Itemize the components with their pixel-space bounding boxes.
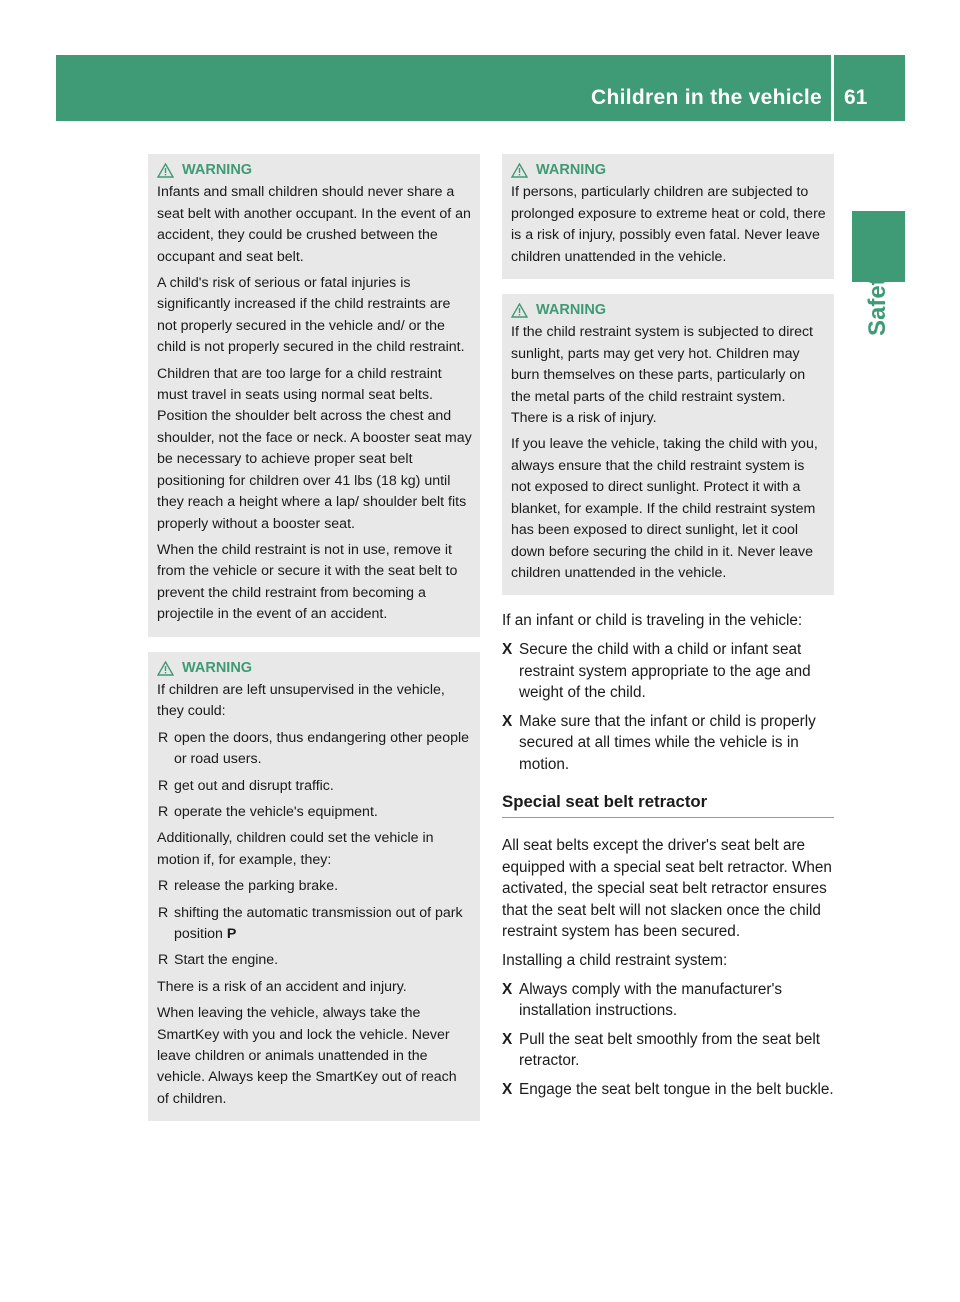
warning-paragraph: Additionally, children could set the vehicle in motion if, for example, they: — [157, 830, 434, 868]
warning-box-sunlight — [502, 294, 834, 595]
step-marker: X — [502, 980, 513, 998]
page-title: Children in the vehicle — [591, 86, 822, 109]
body-paragraph: If an infant or child is traveling in the vehicle: — [502, 612, 803, 630]
step-text: Secure the child with a child or infant seat restraint system appropriate to the age and weight of the child. — [519, 640, 811, 702]
instruction-step — [502, 1029, 834, 1072]
instruction-step — [502, 979, 834, 1022]
step-marker: X — [502, 1030, 513, 1048]
bullet-marker: R — [158, 952, 169, 969]
list-item — [157, 728, 472, 771]
bullet-marker: R — [158, 803, 169, 820]
warning-paragraph: If children are left unsupervised in the vehicle, they could: — [157, 681, 445, 720]
warning-label: WARNING — [536, 162, 607, 178]
warning-heading — [157, 658, 472, 679]
list-item — [157, 903, 472, 946]
step-text: Pull the seat belt smoothly from the seat belt retractor. — [519, 1030, 820, 1070]
warning-paragraph: When the child restraint is not in use, remove it from the vehicle or secure it with the seat belt to prevent the child restraint from becoming a projectile in the event of an accident. — [157, 541, 458, 623]
list-item-text — [174, 903, 472, 946]
body-paragraph: All seat belts except the driver's seat belt are equipped with a special seat belt retractor. When activated, the special seat belt retractor ensures that the seat belt will not slacken once the child restraint system has been secured. — [502, 837, 832, 941]
warning-paragraph: When leaving the vehicle, always take the SmartKey with you and lock the vehicle. Never leave children or animals unattended in the vehicle. Always keep the SmartKey out of reach of children. — [157, 1005, 457, 1107]
list-item-text-main: shifting the automatic transmission out of park position — [174, 904, 463, 942]
warning-label: WARNING — [182, 162, 253, 178]
list-item — [157, 776, 472, 797]
warning-box-unsupervised — [148, 652, 480, 1122]
step-text: Make sure that the infant or child is properly secured at all times while the vehicle is in motion. — [519, 712, 816, 773]
instruction-step — [502, 639, 834, 704]
list-item-text: operate the vehicle's equipment. — [174, 803, 378, 820]
warning-paragraph: If you leave the vehicle, taking the child with you, always ensure that the child restraint system is not exposed to direct sunlight. Protect it with a blanket, for example. If the child restraint system has been exposed to direct sunlight, let it cool down before securing the child in it. Never leave children unattended in the vehicle. — [511, 436, 818, 581]
list-item-text: Start the engine. — [174, 952, 279, 969]
bullet-marker: R — [158, 904, 169, 921]
step-marker: X — [502, 1081, 513, 1098]
park-position-symbol: P — [226, 926, 237, 942]
list-item-text: release the parking brake. — [174, 878, 339, 895]
instruction-step — [502, 711, 834, 776]
warning-triangle-icon — [511, 163, 528, 178]
warning-box-shared-seatbelt — [148, 154, 480, 637]
warning-label: WARNING — [182, 659, 253, 676]
body-paragraph: Installing a child restraint system: — [502, 952, 728, 970]
warning-triangle-icon — [511, 303, 528, 318]
warning-label: WARNING — [536, 302, 607, 319]
section-heading: Special seat belt retractor — [502, 791, 834, 818]
warning-paragraph: If persons, particularly children are subjected to prolonged exposure to extreme heat or cold, there is a risk of injury, possibly even fatal. Never leave children unattended in the vehicle. — [511, 184, 826, 265]
warning-paragraph: There is a risk of an accident and injury. — [157, 978, 407, 995]
bullet-marker: R — [158, 777, 169, 794]
step-text: Engage the seat belt tongue in the belt buckle. — [519, 1081, 834, 1098]
bullet-marker: R — [158, 729, 169, 746]
step-marker: X — [502, 640, 513, 658]
warning-box-extreme-temperature — [502, 154, 834, 279]
page-number: 61 — [844, 86, 868, 109]
warning-paragraph: If the child restraint system is subjected to direct sunlight, parts may get very hot. Children may burn themselves on these parts, particularly on the metal parts of the child restraint system. There is a risk of injury. — [511, 324, 814, 427]
side-tab-label: Safety — [864, 263, 891, 337]
warning-triangle-icon — [157, 163, 174, 178]
list-item-text: open the doors, thus endangering other people or road users. — [174, 729, 470, 768]
list-item — [157, 802, 472, 823]
warning-paragraph: Children that are too large for a child restraint must travel in seats using normal seat belts. Position the shoulder belt across the chest and shoulder, not the face or neck. A booster seat may be necessary to achieve proper seat belt positioning for children over 41 lbs (18 kg) until they reach a height where a lap/ shoulder belt fits properly without a booster seat. — [157, 365, 472, 532]
left-column — [148, 154, 480, 1136]
warning-paragraph: A child's risk of serious or fatal injuries is significantly increased if the child restraints are not properly secured in the vehicle and/ or the child is not properly secured in the child restraint. — [157, 275, 465, 356]
list-item — [157, 876, 472, 897]
list-item-text: get out and disrupt traffic. — [174, 777, 334, 794]
header-divider — [831, 55, 834, 121]
right-column — [502, 154, 834, 1108]
warning-heading — [511, 160, 826, 181]
warning-triangle-icon — [157, 661, 174, 676]
warning-heading — [157, 160, 472, 181]
list-item — [157, 950, 472, 971]
step-text: Always comply with the manufacturer's installation instructions. — [519, 980, 783, 1020]
instruction-step — [502, 1079, 834, 1101]
body-text — [502, 610, 834, 1100]
step-marker: X — [502, 712, 513, 730]
bullet-marker: R — [158, 878, 169, 895]
warning-heading — [511, 300, 826, 321]
warning-paragraph: Infants and small children should never share a seat belt with another occupant. In the event of an accident, they could be crushed between the occupant and seat belt. — [157, 184, 471, 265]
